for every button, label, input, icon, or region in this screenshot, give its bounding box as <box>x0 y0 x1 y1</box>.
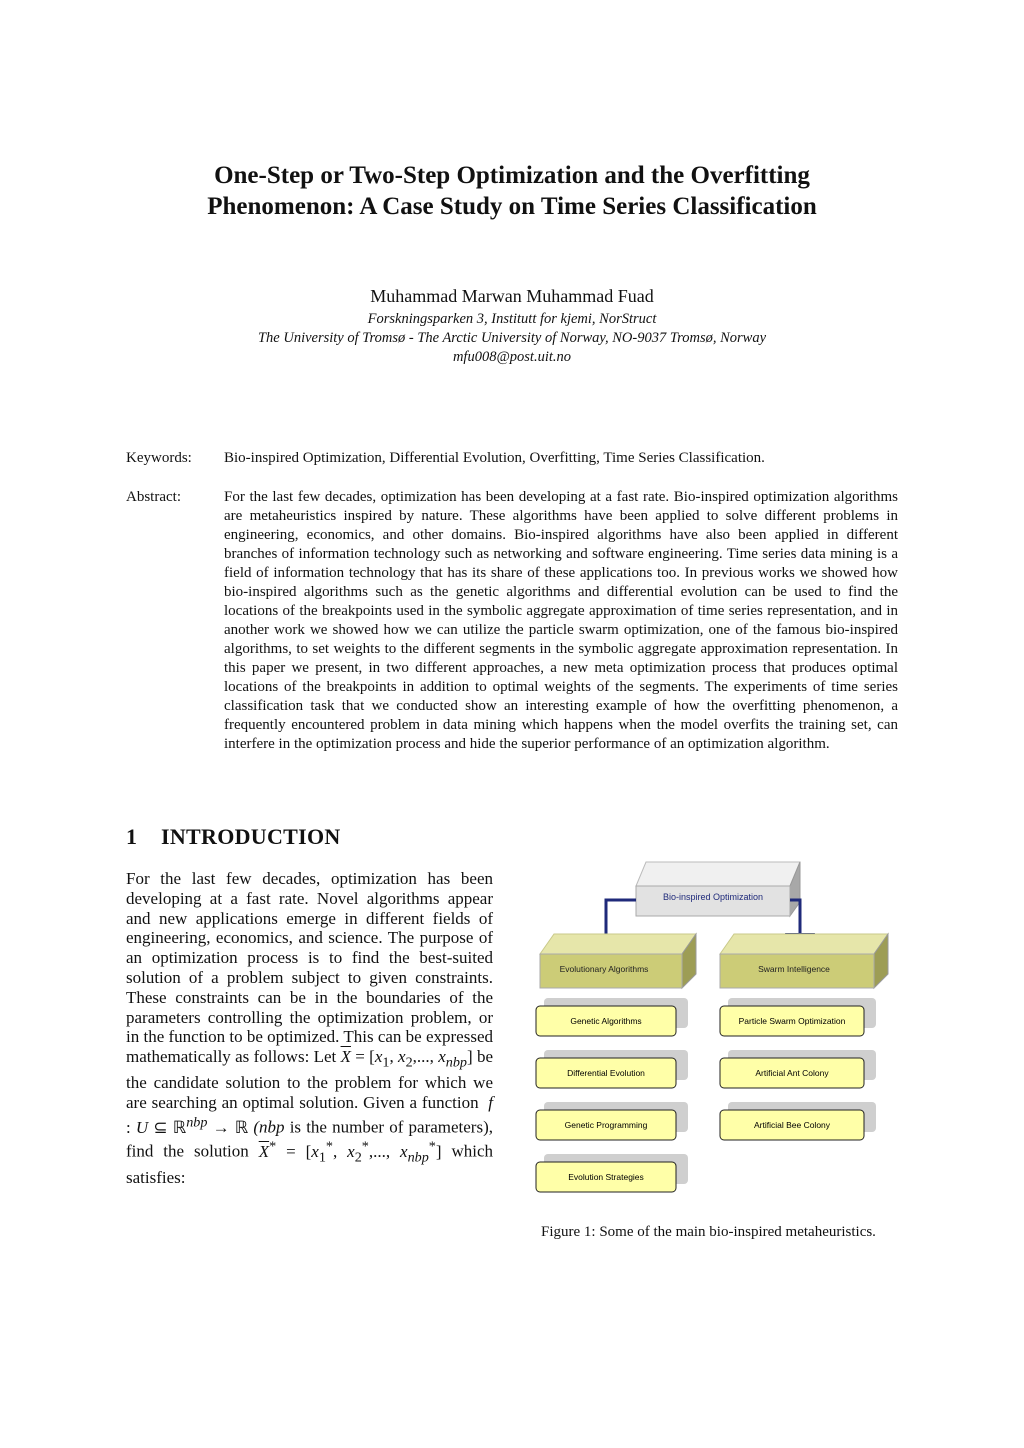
abstract-text: For the last few decades, optimization has been developing at a fast rate. Bio-inspired optimization algorithms are metaheuristics inspired by nature. These algorithms have been applied to solve different problems in engineering, economics, and other domains. Bio-inspired algorithms have also been applied in different branches of information technology such as networking and software engineering. Time series data mining is a field of information technology that has its share of these applications too. In previous works we showed how bio-inspired algorithms such as the genetic algorithms and differential evolution can be used to find the locations of the breakpoints used in the symbolic aggregate approximation of time series representation, and in another work we showed how we can utilize the particle swarm optimization, one of the famous bio-inspired algorithms, to set weights to the different segments in the symbolic aggregate approximation representation. In this paper we present, in two different approaches, a new meta optimization process that produces optimal locations of the breakpoints in addition to optimal weights of the segments. The experiments of time series classification task that we conducted show an interesting example of how the overfitting phenomenon, a frequently encountered problem in data mining which happens when the model overfits the training set, can interfere in the optimization process and hide the superior performance of an optimization algorithm. <box>224 489 898 752</box>
author-email: mfu008@post.uit.no <box>452 349 572 365</box>
section-heading <box>126 824 341 850</box>
left-item-3 <box>536 1154 688 1192</box>
swarm-intelligence-node <box>720 934 888 988</box>
keywords-text: Bio-inspired Optimization, Differential Evolution, Overfitting, Time Series Classification. <box>224 450 765 466</box>
intro-paragraph-2: is the number of parameters), find the solution <box>126 1117 493 1162</box>
title-line-1: One-Step or Two-Step Optimization and the Overfitting <box>214 162 810 189</box>
figure-1-diagram <box>520 850 900 1210</box>
equation-optimal: $\overline{X}^* = [x_1^*$, $x_2^*$,..., $x_{nbp}^*$] <box>258 1138 452 1166</box>
equation-function: f : U ⊆ ℝ$^{nbp}$ → ℝ <box>126 1093 494 1137</box>
item-genetic-programming: Genetic Programming <box>564 1120 648 1130</box>
right-item-1 <box>720 1050 876 1088</box>
left-item-1 <box>536 1050 688 1088</box>
affiliation-line-1: Forskningsparken 3, Institutt for kjemi, NorStruct <box>367 311 657 327</box>
item-evolution-strategies: Evolution Strategies <box>568 1172 644 1182</box>
section-number: 1 <box>126 824 138 849</box>
section-title: INTRODUCTION <box>161 824 341 849</box>
figure-1-caption: Figure 1: Some of the main bio-inspired metaheuristics. <box>541 1224 876 1240</box>
item-differential-evolution: Differential Evolution <box>567 1068 645 1078</box>
left-item-0 <box>536 998 688 1036</box>
abstract-label: Abstract: <box>126 489 181 505</box>
left-head-label: Evolutionary Algorithms <box>559 964 649 974</box>
affiliation-line-2: The University of Tromsø - The Arctic University of Norway, NO-9037 Tromsø, Norway <box>257 330 767 346</box>
left-item-2 <box>536 1102 688 1140</box>
right-head-label: Swarm Intelligence <box>758 964 830 974</box>
equation-candidate: $\overline{X} = [x_1$, $x_2$,..., $x_{nbp}$] <box>340 1047 477 1071</box>
root-node <box>636 862 800 916</box>
intro-column <box>126 869 493 1188</box>
root-label: Bio-inspired Optimization <box>662 892 764 902</box>
item-genetic-algorithms: Genetic Algorithms <box>570 1016 642 1026</box>
item-ant-colony: Artificial Ant Colony <box>755 1068 829 1078</box>
keywords-label: Keywords: <box>126 450 192 466</box>
title-line-2: Phenomenon: A Case Study on Time Series Classification <box>207 193 817 220</box>
intro-equation-tail: be the candidate solution to the problem for which we are searching an optimal solution. Given a function <box>126 1047 494 1113</box>
item-bee-colony: Artificial Bee Colony <box>753 1120 831 1130</box>
item-particle-swarm: Particle Swarm Optimization <box>738 1016 846 1026</box>
intro-equation-tail-2: which satisfies: <box>126 1142 494 1188</box>
author-name: Muhammad Marwan Muhammad Fuad <box>370 286 654 306</box>
paper-title <box>100 160 924 222</box>
nbp-note: (nbp <box>253 1117 285 1137</box>
right-item-0 <box>720 998 876 1036</box>
intro-paragraph: For the last few decades, optimization has been developing at a fast rate. Novel algorithms appear and new applications emerge in different fields of engineering, economics, and science. The purpose of an optimization process is to find the best-suited solution of a problem subject to given constraints. These constraints can be in the boundaries of the parameters controlling the optimization problem, or in the function to be optimized. This can be expressed mathematically as follows: Let <box>126 869 493 1067</box>
evolutionary-algorithms-node <box>540 934 696 988</box>
right-item-2 <box>720 1102 876 1140</box>
